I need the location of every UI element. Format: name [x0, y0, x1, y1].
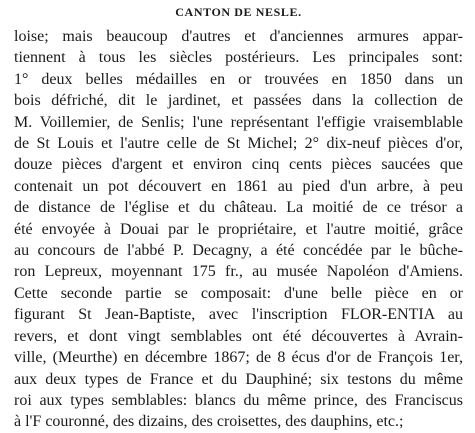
text-line: contenait un pot découvert en 1861 au pied d'un arbre, à peu [14, 177, 463, 195]
text-line: ville, (Meurthe) en décembre 1867; de 8 écus d'or de François 1er, [14, 349, 463, 367]
text-line: loise; mais beaucoup d'autres et d'anciennes armures appar- [14, 28, 463, 45]
text-line: tiennent à tous les siècles postérieurs. Les principales sont: [14, 49, 463, 67]
text-line: figurant St Jean-Baptiste, avec l'inscription FLOR-ENTIA au [14, 306, 463, 324]
text-line: M. Voillemier, de Senlis; l'une représentant l'effigie vraisemblable [14, 113, 463, 131]
running-head: CANTON DE NESLE. [175, 5, 302, 19]
text-line: revers, et dont vingt semblables ont été découvertes à Avrain- [14, 327, 463, 345]
text-line: aux deux types de France et du Dauphiné; six testons du même [14, 370, 463, 388]
text-line: au concours de l'abbé P. Decagny, a été concédée par le bûche- [14, 242, 463, 260]
text-line: bois défriché, dit le jardinet, et passées dans la collection de [14, 92, 463, 110]
text-line: été envoyée à Douai par le propriétaire, et l'autre moitié, grâce [14, 220, 463, 238]
text-line: Cette seconde partie se composait: d'une belle pièce en or [14, 284, 463, 302]
text-line: de St Louis et l'autre celle de St Michel; 2° dix-neuf pièces d'or, [14, 135, 463, 153]
text-line: à l'F couronné, des dizains, des croisettes, des dauphins, etc.; [14, 413, 404, 431]
text-line: de distance de l'église et du château. La moitié de ce trésor a [14, 199, 463, 217]
text-line: 1° deux belles médailles en or trouvées en 1850 dans un [14, 70, 463, 88]
body-text [14, 26, 463, 433]
text-line: douze pièces d'argent et environ cinq cents pièces saucées que [14, 156, 463, 174]
text-line: roi aux types semblables: blancs du même prince, des Franciscus [14, 391, 463, 409]
page [14, 4, 463, 433]
text-line: ron Lepreux, moyennant 175 fr., au musée Napoléon d'Amiens. [14, 263, 463, 281]
